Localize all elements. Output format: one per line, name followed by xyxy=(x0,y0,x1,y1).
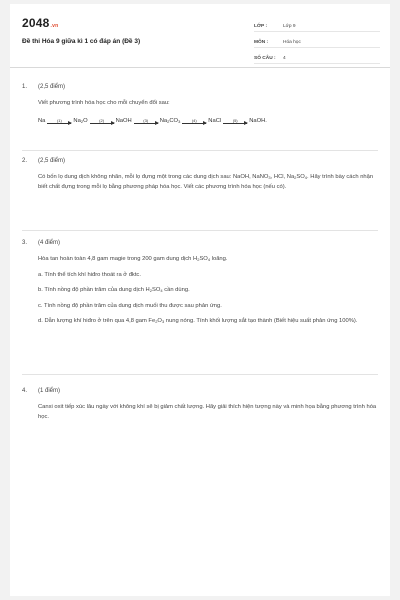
question-points: (2,5 điểm) xyxy=(38,84,66,90)
question-part-b: b. Tính nồng độ phần trăm của dung dịch $H_2SO_4$ cần dùng. xyxy=(38,287,190,293)
text-part: Hòa tan hoàn toàn 4,8 gam magie trong 200 gam dung dịch H xyxy=(38,256,198,262)
question-header xyxy=(22,158,378,164)
meta-key: LỚP : xyxy=(254,24,268,29)
chain-species: $Na_2O$ xyxy=(73,117,88,124)
chain-arrow xyxy=(134,118,158,126)
question-divider xyxy=(22,374,378,375)
meta-key: SỐ CÂU : xyxy=(254,56,276,61)
logo-tld: .vn xyxy=(50,23,59,29)
question-divider xyxy=(22,230,378,231)
question-header xyxy=(22,388,378,394)
question-number: 4. xyxy=(22,388,28,394)
question-header xyxy=(22,240,378,246)
question-1 xyxy=(22,84,378,126)
exam-header xyxy=(10,4,390,68)
question-intro: Hòa tan hoàn toàn 4,8 gam magie trong 200 gam dung dịch $H_2SO_4$ loãng. xyxy=(38,256,228,262)
question-number: 1. xyxy=(22,84,28,90)
question-text: Canxi oxit tiếp xúc lâu ngày với không khí sẽ bị giảm chất lượng. Hãy giải thích hiện tượng này và minh họa bằng phương trình hóa học. xyxy=(38,404,377,420)
text-part: nung nóng. Tính khối lượng sắt tạo thành (Biết hiệu suất phản ứng 100%). xyxy=(165,318,358,324)
exam-meta xyxy=(254,18,380,66)
text-part: loãng. xyxy=(211,256,228,262)
meta-value: Lớp 9 xyxy=(283,24,296,29)
text-part: b. Tính nồng độ phần trăm của dung dịch H xyxy=(38,287,150,293)
question-part-a: a. Tính thể tích khí hiđro thoát ra ở đktc. xyxy=(38,271,141,278)
question-text: Viết phương trình hóa học cho mỗi chuyển đổi sau: xyxy=(38,100,170,106)
question-header xyxy=(22,84,378,90)
arrow-icon xyxy=(90,123,114,124)
arrow-label: (4) xyxy=(191,118,197,123)
exam-page xyxy=(10,4,390,596)
arrow-icon xyxy=(223,123,247,124)
question-body xyxy=(38,403,378,422)
question-text: Có bốn lọ dung dịch không nhãn, mỗi lọ đựng một trong các dung dịch sau: NaOH, NaNO$_3$, HCl, $Na_2SO_4$. Hãy trình bày cách nhận biết chất đựng trong mỗi lọ bằng phương pháp hóa học. Viết các phương trình hóa học (nếu có). xyxy=(38,174,374,190)
arrow-icon xyxy=(134,123,158,124)
question-number: 2. xyxy=(22,158,28,164)
question-2 xyxy=(22,158,378,198)
chain-arrow xyxy=(47,118,71,126)
arrow-icon xyxy=(182,123,206,124)
meta-key: MÔN : xyxy=(254,40,269,45)
meta-value: Hóa học xyxy=(283,40,301,45)
meta-row-class xyxy=(254,18,380,32)
chain-arrow xyxy=(223,118,247,126)
chain-species: NaCl xyxy=(208,117,222,124)
chain-species: NaOH xyxy=(115,117,132,124)
conversion-chain xyxy=(38,117,378,127)
meta-value: 4 xyxy=(283,56,286,61)
question-part-c: c. Tính nồng độ phần trăm của dung dịch muối thu được sau phản ứng. xyxy=(38,302,222,309)
chain-arrow xyxy=(90,118,114,126)
question-body xyxy=(38,173,378,192)
question-points: (1 điểm) xyxy=(38,388,61,394)
arrow-label: (1) xyxy=(56,118,62,123)
chain-arrow xyxy=(182,118,206,126)
text-part: cần dùng. xyxy=(164,287,190,293)
question-points: (2,5 điểm) xyxy=(38,158,66,164)
chain-species: Na xyxy=(38,117,46,124)
meta-row-subject xyxy=(254,34,380,48)
arrow-label: (2) xyxy=(99,118,105,123)
arrow-icon xyxy=(47,123,71,124)
question-part-d: d. Dẫn lượng khí hiđro ở trên qua 4,8 gam $Fe_2O_3$ nung nóng. Tính khối lượng sắt tạo thành (Biết hiệu suất phản ứng 100%). xyxy=(38,318,358,324)
chain-species: NaOH. xyxy=(249,117,267,124)
site-logo[interactable] xyxy=(22,16,58,30)
question-points: (4 điểm) xyxy=(38,240,61,246)
chain-species: $Na_2CO_3$ xyxy=(159,117,181,124)
arrow-label: (5) xyxy=(232,118,238,123)
question-number: 3. xyxy=(22,240,28,246)
question-divider xyxy=(22,150,378,151)
question-body xyxy=(38,99,378,126)
question-3 xyxy=(22,240,378,333)
meta-row-count xyxy=(254,50,380,64)
text-part: d. Dẫn lượng khí hiđro ở trên qua 4,8 gam Fe xyxy=(38,318,156,324)
question-4 xyxy=(22,388,378,428)
question-body xyxy=(38,255,378,327)
exam-title: Đề thi Hóa 9 giữa kì 1 có đáp án (Đề 3) xyxy=(22,38,141,45)
logo-brand: 2048 xyxy=(22,16,50,30)
arrow-label: (3) xyxy=(143,118,149,123)
